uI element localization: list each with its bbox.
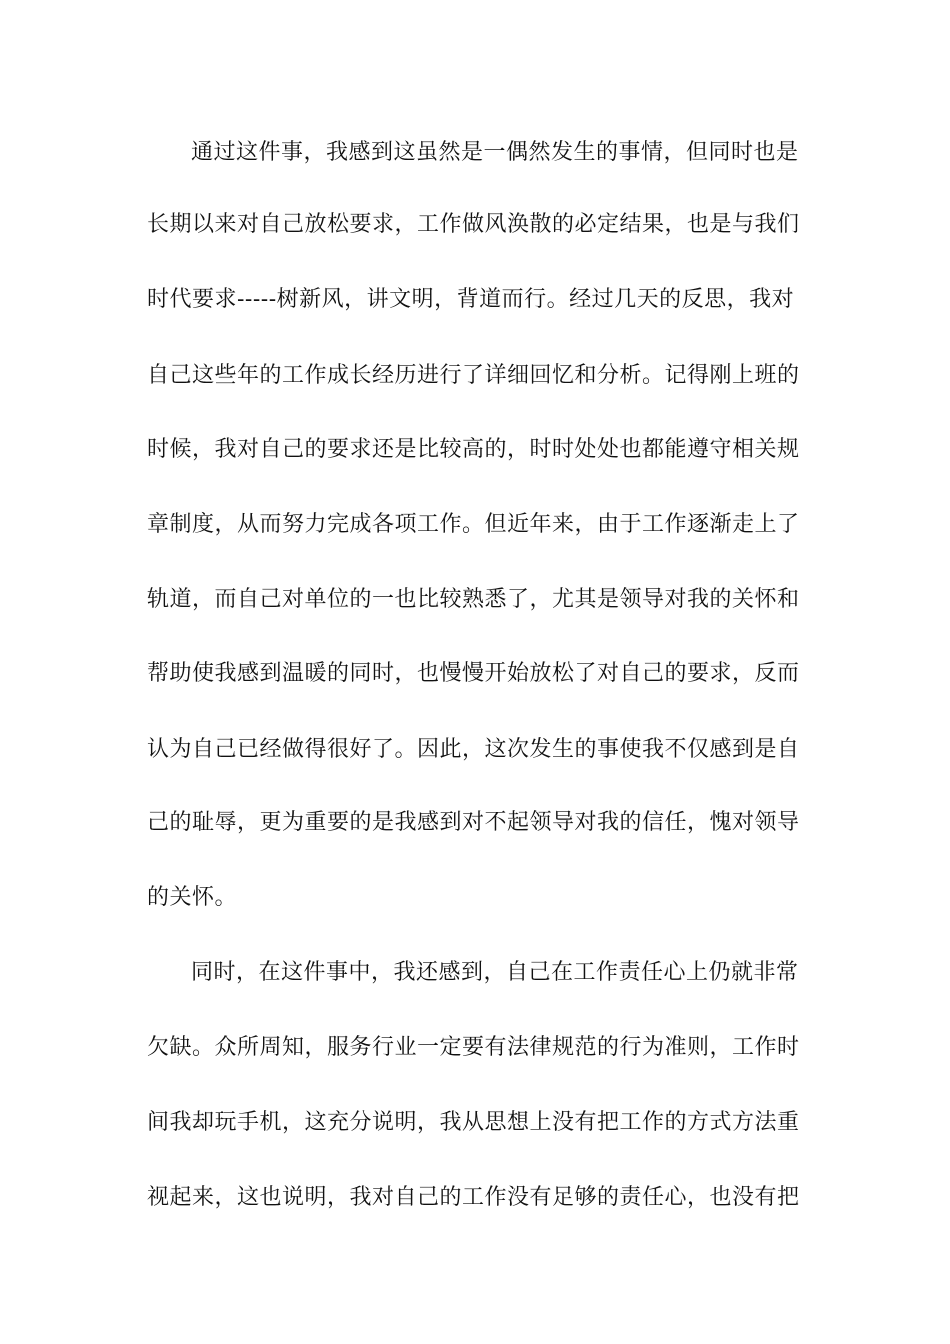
paragraph-1-line-10: 己的耻辱，更为重要的是我感到对不起领导对我的信任，愧对领导	[147, 810, 800, 835]
paragraph-2-line-3: 间我却玩手机，这充分说明，我从思想上没有把工作的方式方法重	[147, 1110, 800, 1135]
paragraph-1-line-9: 认为自己已经做得很好了。因此，这次发生的事使我不仅感到是自	[147, 737, 800, 762]
paragraph-2-line-1: 同时，在这件事中，我还感到，自己在工作责任心上仍就非常	[191, 960, 799, 985]
paragraph-1-line-1: 通过这件事，我感到这虽然是一偶然发生的事情，但同时也是	[191, 140, 799, 165]
paragraph-2-line-2: 欠缺。众所周知，服务行业一定要有法律规范的行为准则，工作时	[147, 1035, 800, 1060]
paragraph-1-line-2: 长期以来对自己放松要求，工作做风涣散的必定结果，也是与我们	[147, 212, 800, 237]
paragraph-1-line-3: 时代要求-----树新风，讲文明，背道而行。经过几天的反思，我对	[147, 287, 795, 312]
paragraph-1-line-5: 时候，我对自己的要求还是比较高的，时时处处也都能遵守相关规	[147, 437, 800, 462]
paragraph-1-line-7: 轨道，而自己对单位的一也比较熟悉了，尤其是领导对我的关怀和	[147, 587, 800, 612]
paragraph-2-line-4: 视起来，这也说明，我对自己的工作没有足够的责任心，也没有把	[147, 1185, 800, 1210]
paragraph-1-line-8: 帮助使我感到温暖的同时，也慢慢开始放松了对自己的要求，反而	[147, 661, 800, 686]
paragraph-1-line-11: 的关怀。	[147, 885, 238, 910]
paragraph-1-line-4: 自己这些年的工作成长经历进行了详细回忆和分析。记得刚上班的	[147, 363, 800, 388]
paragraph-1-line-6: 章制度，从而努力完成各项工作。但近年来，由于工作逐渐走上了	[147, 512, 800, 537]
